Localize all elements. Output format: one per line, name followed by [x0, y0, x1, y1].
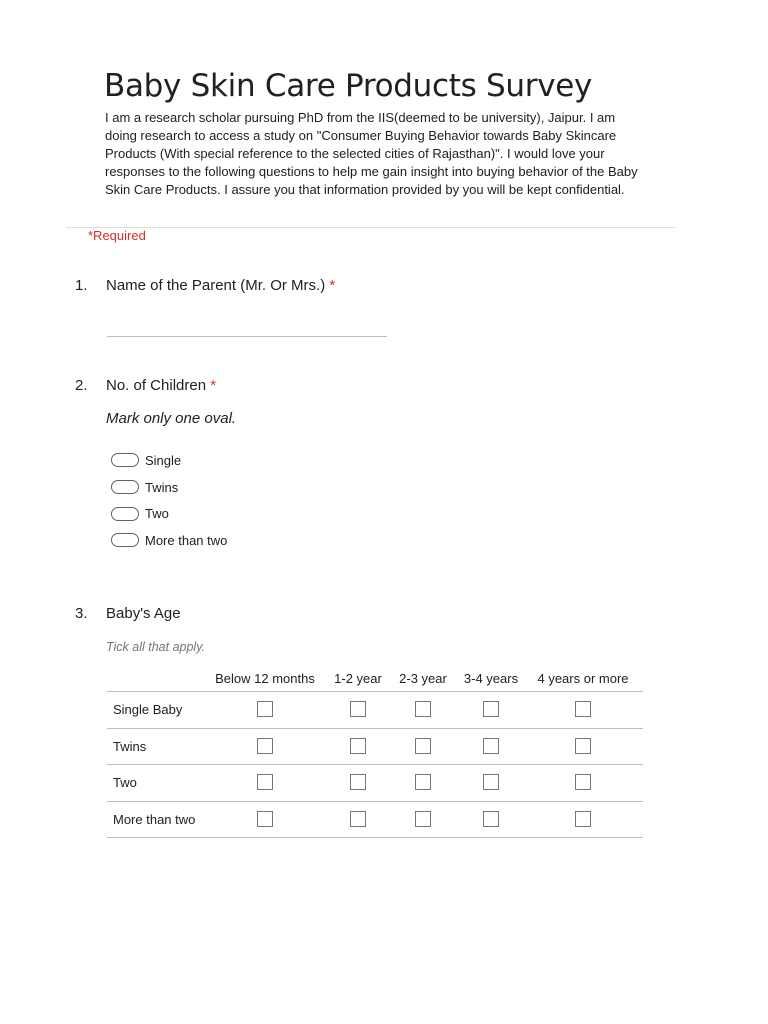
question-3-title: Baby's Age: [106, 605, 181, 622]
checkbox[interactable]: [257, 738, 273, 754]
checkbox[interactable]: [483, 811, 499, 827]
question-2-hint: Mark only one oval.: [106, 410, 237, 427]
checkbox[interactable]: [257, 701, 273, 717]
question-2-number: 2.: [75, 377, 88, 394]
grid-row: [107, 765, 643, 802]
radio-oval[interactable]: [111, 507, 139, 521]
column-header: 1-2 year: [334, 671, 382, 686]
question-1-label: Name of the Parent (Mr. Or Mrs.): [106, 277, 326, 294]
required-star: *: [210, 377, 217, 394]
checkbox[interactable]: [257, 811, 273, 827]
row-label: Twins: [113, 738, 147, 754]
column-header: Below 12 months: [215, 671, 315, 686]
radio-oval[interactable]: [111, 533, 139, 547]
required-star: *: [329, 277, 336, 294]
option-twins[interactable]: [111, 474, 227, 501]
option-label: Twins: [145, 479, 179, 495]
option-two[interactable]: [111, 500, 227, 527]
radio-oval[interactable]: [111, 453, 139, 467]
checkbox[interactable]: [415, 738, 431, 754]
checkbox[interactable]: [483, 774, 499, 790]
column-header: 2-3 year: [399, 671, 447, 686]
checkbox[interactable]: [350, 738, 366, 754]
checkbox[interactable]: [350, 811, 366, 827]
row-label: Single Baby: [113, 702, 183, 717]
checkbox[interactable]: [575, 738, 591, 754]
form-title: Baby Skin Care Products Survey: [104, 68, 593, 104]
checkbox[interactable]: [483, 701, 499, 717]
question-2-title: [106, 377, 216, 394]
question-2-label: No. of Children: [106, 377, 207, 394]
option-label: Single: [145, 452, 182, 468]
checkbox[interactable]: [350, 774, 366, 790]
grid-row: [107, 729, 643, 766]
checkbox[interactable]: [575, 811, 591, 827]
required-note: *Required: [88, 228, 146, 243]
checkbox[interactable]: [483, 738, 499, 754]
option-label: Two: [145, 506, 169, 522]
option-single[interactable]: [111, 447, 227, 474]
children-options: [111, 447, 227, 554]
row-label: More than two: [113, 811, 196, 827]
checkbox[interactable]: [575, 701, 591, 717]
grid-header: [107, 666, 643, 692]
checkbox[interactable]: [575, 774, 591, 790]
question-3-hint: Tick all that apply.: [106, 640, 206, 654]
radio-oval[interactable]: [111, 480, 139, 494]
checkbox[interactable]: [415, 811, 431, 827]
age-checkbox-grid: [107, 666, 643, 838]
parent-name-input[interactable]: [107, 336, 387, 337]
question-1-number: 1.: [75, 277, 88, 294]
question-1-title: [106, 277, 335, 294]
column-header: 3-4 years: [463, 671, 519, 686]
column-header: 4 years or more: [537, 671, 629, 686]
grid-row: [107, 802, 643, 839]
option-more-than-two[interactable]: [111, 527, 227, 554]
checkbox[interactable]: [415, 701, 431, 717]
question-3-number: 3.: [75, 605, 88, 622]
row-label: Two: [113, 775, 137, 790]
grid-row: [107, 692, 643, 729]
checkbox[interactable]: [257, 774, 273, 790]
checkbox[interactable]: [415, 774, 431, 790]
checkbox[interactable]: [350, 701, 366, 717]
form-description: I am a research scholar pursuing PhD from the IIS(deemed to be university), Jaipur. I am doing research to access a study on "Consumer Buying Behavior towards Baby Skincare Products (With special reference to the selected cities of Rajasthan)". I would love your responses to the following questions to help me gain insight into buying behavior of the Baby Skin Care Products. I assure you that information provided by you will be kept confidential.: [105, 110, 638, 197]
header-divider: [66, 227, 675, 228]
option-label: More than two: [145, 532, 228, 548]
